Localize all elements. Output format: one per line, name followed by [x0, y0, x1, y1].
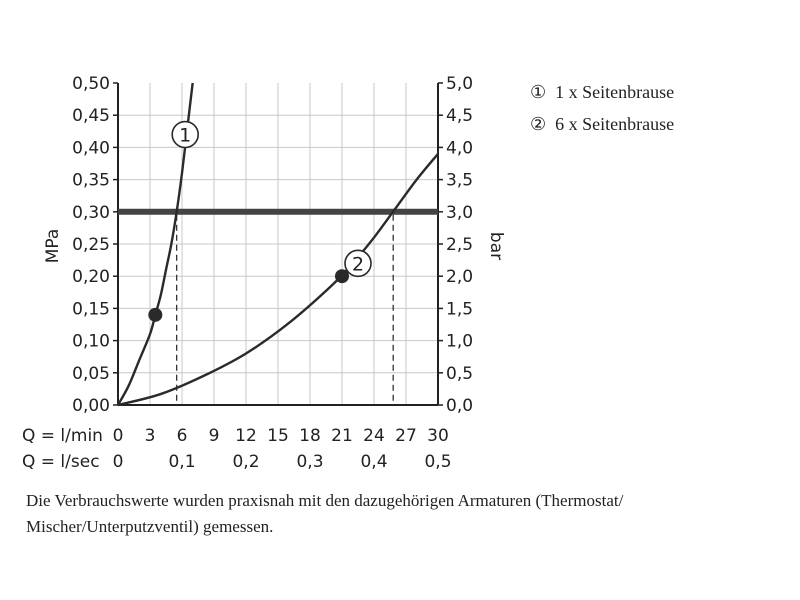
x-tick-label-lmin: 3 — [144, 426, 156, 446]
x-tick-label-lmin: 12 — [235, 426, 257, 446]
y-tick-label-right: 4,0 — [446, 138, 474, 159]
legend-symbol: ② — [530, 114, 547, 134]
legend-symbol: ① — [530, 82, 547, 102]
chart-legend — [530, 80, 674, 144]
y-tick-label-right: 1,0 — [446, 331, 474, 352]
y-tick-label-right: 2,5 — [446, 235, 474, 255]
x-tick-label-lmin: 0 — [112, 426, 124, 446]
y-tick-label-right: 3,5 — [446, 170, 474, 191]
x-tick-label-lsec: 0,1 — [168, 452, 196, 472]
x-tick-label-lsec: 0,4 — [360, 452, 388, 472]
y-tick-label-right: 2,0 — [446, 267, 474, 288]
chart-grid — [118, 83, 438, 405]
y-tick-label-left: 0,40 — [72, 138, 110, 159]
y-tick-label-right: 0,0 — [446, 396, 474, 416]
legend-text: 6 x Seitenbrause — [555, 114, 675, 134]
x-tick-label-lmin: 21 — [331, 426, 353, 446]
x-tick-label-lsec: 0,5 — [424, 452, 452, 472]
y-tick-label-right: 5,0 — [446, 74, 474, 94]
x-tick-label-lmin: 9 — [208, 426, 220, 446]
y-axis-label-right: bar — [486, 231, 506, 261]
legend-item-1 — [530, 80, 674, 112]
y-tick-label-left: 0,50 — [72, 74, 110, 94]
y-tick-label-right: 0,5 — [446, 363, 474, 384]
x-tick-label-lmin: 6 — [176, 426, 188, 446]
x-axis-label-lsec: Q = l/sec — [22, 452, 100, 472]
chart-tick-labels — [72, 74, 473, 472]
legend-item-2 — [530, 112, 674, 144]
x-tick-label-lmin: 30 — [427, 426, 449, 446]
x-tick-label-lsec: 0 — [112, 452, 124, 472]
y-axis-label-left: MPa — [43, 228, 63, 264]
y-tick-label-left: 0,25 — [72, 235, 110, 255]
x-tick-label-lmin: 24 — [363, 426, 385, 446]
y-tick-label-left: 0,00 — [72, 396, 110, 416]
y-tick-label-left: 0,35 — [72, 170, 110, 191]
y-tick-label-left: 0,05 — [72, 363, 110, 384]
y-tick-label-left: 0,10 — [72, 331, 110, 352]
y-tick-label-left: 0,30 — [72, 202, 110, 223]
x-tick-label-lsec: 0,3 — [296, 452, 324, 472]
y-tick-label-right: 1,5 — [446, 299, 474, 320]
x-tick-label-lmin: 15 — [267, 426, 289, 446]
y-tick-label-left: 0,20 — [72, 267, 110, 288]
x-tick-label-lmin: 27 — [395, 426, 417, 446]
x-axis-label-lmin: Q = l/min — [22, 426, 103, 446]
x-tick-label-lmin: 18 — [299, 426, 321, 446]
y-tick-label-right: 3,0 — [446, 202, 474, 223]
footnote: Die Verbrauchswerte wurden praxisnah mit den dazugehörigen Armaturen (Thermostat/ Mischer/Unterputzventil) gemessen. — [26, 491, 624, 536]
y-tick-label-left: 0,15 — [72, 299, 110, 320]
x-tick-label-lsec: 0,2 — [232, 452, 260, 472]
series-label-1: 1 — [179, 124, 192, 147]
y-tick-label-right: 4,5 — [446, 106, 474, 127]
series-label-2: 2 — [351, 253, 365, 276]
y-tick-label-left: 0,45 — [72, 106, 110, 127]
legend-text: 1 x Seitenbrause — [555, 82, 675, 102]
series-marker-1 — [148, 308, 162, 322]
